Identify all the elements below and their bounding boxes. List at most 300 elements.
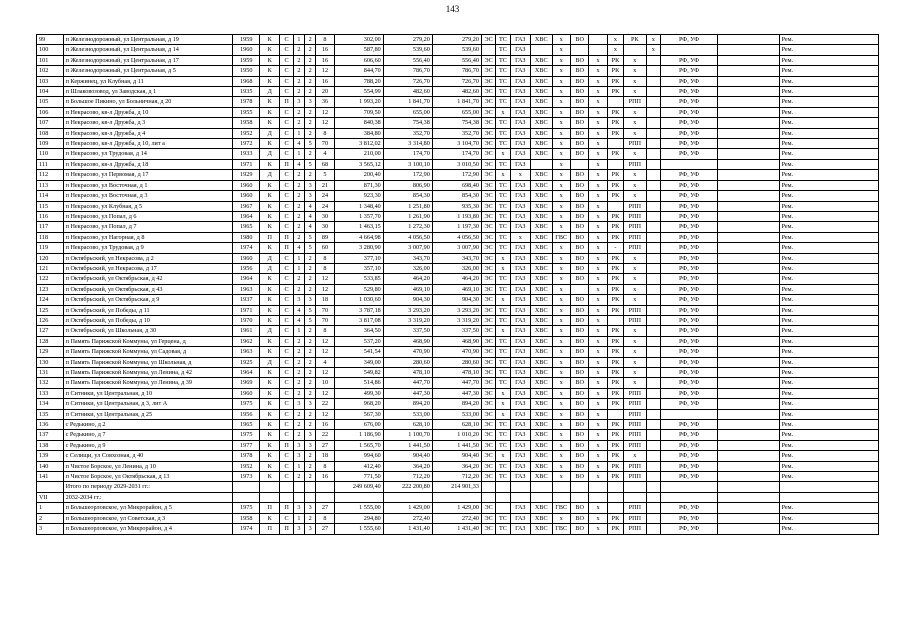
cell-living-area: 1 429,00 [383,503,432,513]
cell-gas: ГАЗ [510,211,530,221]
cell-year-built: 1970 [233,315,260,325]
cell-c20: х [646,45,660,55]
cell-row-number: 2 [37,513,64,523]
cell-floors-max: 2 [305,128,316,138]
cell-gas: ГАЗ [510,399,530,409]
cell-row-number: 132 [37,378,64,388]
cell-floors-max: 2 [305,263,316,273]
cell-c17: х [589,305,607,315]
cell-wall: С [280,326,293,336]
cell-address: п Большеорловское, ул Микрорайон, д 4 [63,524,233,534]
cell-cold-water: ХВС [531,284,552,294]
cell-floors-max: 2 [305,35,316,45]
cell-floors-min: 4 [293,305,304,315]
cell-c21: РФ, УФ [660,420,717,430]
cell-address: п Октябрьский, ул Октябрьская, д 9 [63,295,233,305]
cell-floors-min: 2 [293,87,304,97]
cell-wall: С [280,139,293,149]
cell-c17: х [589,388,607,398]
cell-address: п Некрасово, кв-л Дружба, д 10, лит а [63,139,233,149]
cell-c22 [718,430,779,440]
cell-sewer: ВО [570,295,588,305]
table-row [37,118,879,128]
cell-living-area: 447,70 [383,378,432,388]
cell-power: ЭС [481,201,495,211]
cell-address: п Большеорловское, ул Микрорайон, д 5 [63,503,233,513]
cell-total-area: 788,20 [334,76,383,86]
cell-address: п Память Парижской Коммуны, ул Ленина, д 42 [63,368,233,378]
cell-power: ЭС [481,66,495,76]
cell-residential-area: 556,40 [432,55,481,65]
cell-address: п Железнодорожный, ул Центральная, д 14 [63,45,233,55]
cell-apartments: 70 [316,139,334,149]
cell-apartments: 12 [316,274,334,284]
cell-apartments: 12 [316,66,334,76]
cell-c19: х [624,170,647,180]
cell-floors-min: 2 [293,284,304,294]
cell-floors-max: 2 [305,170,316,180]
cell-c19: РПП [624,399,647,409]
cell-floors-max: 2 [305,461,316,471]
cell-wall: С [280,253,293,263]
cell-power: ЭС [481,222,495,232]
cell-total-area: 1 555,00 [334,503,383,513]
cell-apartments: 27 [316,440,334,450]
table-row [37,305,879,315]
table-row [37,492,879,502]
cell-material: К [260,159,280,169]
cell-c21: РФ, УФ [660,524,717,534]
cell-sewer: ВО [570,76,588,86]
cell-hot-water: х [552,253,570,263]
cell-floors-min: 2 [293,180,304,190]
cell-material: К [260,45,280,55]
cell-work-type: Рем. [779,284,878,294]
cell-c22 [718,461,779,471]
cell-floors-min: 1 [293,326,304,336]
cell-total-area: 3 565,12 [334,159,383,169]
cell-floors-max: 2 [305,420,316,430]
cell-c20 [646,336,660,346]
table-row [37,191,879,201]
cell-c19: х [624,368,647,378]
cell-address: п Октябрьский, ул Некрасова, д 17 [63,263,233,273]
cell-hot-water: х [552,159,570,169]
cell-address: п Некрасово, ул Трудовая, д 14 [63,149,233,159]
cell-c17: х [589,284,607,294]
cell-living-area: 854,30 [383,191,432,201]
cell-work-type: Рем. [779,399,878,409]
cell-cold-water: ХВС [531,55,552,65]
cell-total-area: 537,20 [334,336,383,346]
cell-floors-max: 2 [305,326,316,336]
cell-apartments: 16 [316,472,334,482]
cell-c17: х [589,253,607,263]
cell-wall: С [280,430,293,440]
cell-power: ЭС [481,388,495,398]
cell-apartments: 8 [316,461,334,471]
cell-address: п Большеорловское, ул Советская, д 3 [63,513,233,523]
cell-gas: ГАЗ [510,66,530,76]
cell-row-number: 99 [37,35,64,45]
cell-address: п Некрасово, кв-л Дружба, д 4 [63,128,233,138]
cell-hot-water: х [552,128,570,138]
cell-address: п Ситники, ул Центральная, д 3, лит А [63,399,233,409]
cell-cold-water: ХВС [531,149,552,159]
cell-row-number: 100 [37,45,64,55]
cell-floors-min: 1 [293,461,304,471]
cell-floors-min: 2 [293,368,304,378]
cell-c17: х [589,409,607,419]
cell-total-area: 840,38 [334,118,383,128]
cell-total-area: 567,30 [334,409,383,419]
cell-row-number: 112 [37,170,64,180]
cell-year-built: 1959 [233,35,260,45]
cell-row-number: 108 [37,128,64,138]
cell-living-area: 904,30 [383,295,432,305]
cell-sewer: ВО [570,305,588,315]
cell-c22 [718,180,779,190]
cell-c18: РК [607,451,623,461]
table-row [37,263,879,273]
cell-wall: С [280,45,293,55]
cell-gas: ГАЗ [510,430,530,440]
cell-total-area: 1 357,70 [334,211,383,221]
cell-c19: РПП [624,513,647,523]
cell-c19: х [624,378,647,388]
cell-c18: РК [607,222,623,232]
cell-work-type: Рем. [779,211,878,221]
cell-gas: ГАЗ [510,440,530,450]
cell-floors-min: 2 [293,420,304,430]
cell-floors-max: 5 [305,315,316,325]
cell-heating: ТС [496,66,510,76]
cell-cold-water: ХВС [531,451,552,461]
cell-living-area: 3 319,20 [383,315,432,325]
cell-c17 [589,45,607,55]
cell-sewer: ВО [570,201,588,211]
cell-material: П [260,524,280,534]
cell-residential-area: 447,30 [432,388,481,398]
cell-total-area: 357,10 [334,263,383,273]
cell-year-built: 1971 [233,159,260,169]
cell-hot-water: х [552,97,570,107]
cell-total-area: 533,85 [334,274,383,284]
cell-wall: С [280,201,293,211]
cell-cold-water [531,492,552,502]
cell-row-number: 131 [37,368,64,378]
cell-power: ЭС [481,451,495,461]
cell-sewer: ВО [570,461,588,471]
cell-c19: х [624,274,647,284]
cell-apartments: 22 [316,430,334,440]
cell-floors-max: 5 [305,305,316,315]
cell-wall: С [280,107,293,117]
cell-work-type: Рем. [779,191,878,201]
cell-floors-max: 4 [305,201,316,211]
cell-c18: РК [607,55,623,65]
cell-floors-max: 2 [305,87,316,97]
cell-c19: х [624,191,647,201]
cell-hot-water: х [552,378,570,388]
cell-material: К [260,55,280,65]
cell-residential-area: 786,70 [432,66,481,76]
cell-address: п Большое Пикино, ул Больничная, д 20 [63,97,233,107]
table-row [37,66,879,76]
cell-residential-area: 468,90 [432,336,481,346]
cell-c19: РПП [624,409,647,419]
cell-work-type: Рем. [779,274,878,284]
cell-sewer: ВО [570,336,588,346]
cell-work-type: Рем. [779,368,878,378]
cell-hot-water: х [552,440,570,450]
cell-address: п Октябрьский, ул Победы, д 11 [63,305,233,315]
cell-c17: х [589,232,607,242]
cell-wall: П [280,159,293,169]
cell-row-number: 136 [37,420,64,430]
cell-heating: ТС [496,315,510,325]
cell-c18: РК [607,170,623,180]
cell-total-area: 249 609,40 [334,482,383,492]
cell-material: К [260,409,280,419]
cell-c18 [607,409,623,419]
cell-cold-water: ХВС [531,472,552,482]
cell-c22 [718,378,779,388]
cell-c19: РПП [624,388,647,398]
cell-heating: ТС [496,524,510,534]
cell-address: п Некрасово, кв-л Дружба, д 10 [63,107,233,117]
cell-work-type: Рем. [779,451,878,461]
cell-floors-min: 2 [293,201,304,211]
cell-c21: РФ, УФ [660,451,717,461]
cell-hot-water: х [552,295,570,305]
cell-work-type: Рем. [779,139,878,149]
cell-living-area: 470,90 [383,347,432,357]
cell-gas: ГАЗ [510,368,530,378]
cell-wall: П [280,503,293,513]
cell-wall: С [280,263,293,273]
cell-total-area: 412,40 [334,461,383,471]
cell-apartments: 36 [316,97,334,107]
cell-row-number: 139 [37,451,64,461]
cell-work-type: Рем. [779,263,878,273]
table-row [37,76,879,86]
cell-c18: РК [607,399,623,409]
cell-wall: С [280,347,293,357]
cell-c22 [718,118,779,128]
cell-c19: х [624,347,647,357]
cell-c21: РФ, УФ [660,180,717,190]
cell-c19: РПП [624,243,647,253]
table-row [37,440,879,450]
cell-living-area: 279,20 [383,35,432,45]
cell-wall: С [280,284,293,294]
cell-c21: РФ, УФ [660,347,717,357]
cell-c20 [646,128,660,138]
cell-c21: РФ, УФ [660,503,717,513]
cell-material: Д [260,326,280,336]
cell-wall: С [280,388,293,398]
cell-row-number: 135 [37,409,64,419]
cell-c21: РФ, УФ [660,388,717,398]
cell-c18: РК [607,357,623,367]
cell-apartments: 18 [316,295,334,305]
cell-sewer: ВО [570,149,588,159]
cell-c21: РФ, УФ [660,55,717,65]
cell-c20 [646,87,660,97]
cell-residential-area: 3 293,20 [432,305,481,315]
cell-c17: х [589,524,607,534]
cell-wall: С [280,368,293,378]
cell-row-number: 101 [37,55,64,65]
cell-wall: С [280,222,293,232]
cell-sewer: ВО [570,107,588,117]
cell-c22 [718,128,779,138]
cell-material: К [260,295,280,305]
cell-apartments: 22 [316,399,334,409]
cell-living-area: 726,70 [383,76,432,86]
cell-sewer: ВО [570,326,588,336]
cell-year-built: 1929 [233,170,260,180]
cell-c20 [646,180,660,190]
cell-c17: х [589,128,607,138]
cell-apartments: 24 [316,201,334,211]
cell-c17: х [589,170,607,180]
cell-cold-water: ХВС [531,211,552,221]
cell-row-number: 104 [37,87,64,97]
cell-apartments: 4 [316,149,334,159]
cell-apartments: 30 [316,222,334,232]
cell-hot-water: х [552,430,570,440]
cell-hot-water: х [552,336,570,346]
table-row [37,315,879,325]
cell-hot-water: х [552,305,570,315]
cell-floors-min: 1 [293,263,304,273]
cell-c22 [718,409,779,419]
cell-power: ЭС [481,420,495,430]
cell-cold-water: ХВС [531,263,552,273]
cell-floors-min: 3 [293,440,304,450]
cell-apartments: 12 [316,368,334,378]
cell-residential-area: 935,30 [432,201,481,211]
table-row [37,357,879,367]
cell-cold-water: ХВС [531,399,552,409]
cell-heating: ТС [496,243,510,253]
cell-apartments: 8 [316,263,334,273]
cell-c18 [607,503,623,513]
cell-total-area: 529,80 [334,284,383,294]
cell-row-number: 118 [37,232,64,242]
cell-hot-water: х [552,118,570,128]
cell-year-built: 1960 [233,45,260,55]
cell-c18: РК [607,326,623,336]
cell-material: К [260,76,280,86]
cell-floors-min: 4 [293,159,304,169]
cell-heating [496,492,510,502]
cell-work-type: Рем. [779,378,878,388]
cell-living-area: 482,60 [383,87,432,97]
cell-floors-min: 2 [293,222,304,232]
cell-apartments: 68 [316,159,334,169]
cell-work-type: Рем. [779,388,878,398]
cell-c17 [589,482,607,492]
cell-residential-area: 1 431,40 [432,524,481,534]
cell-c21: РФ, УФ [660,513,717,523]
cell-address: Итого по периоду 2029-2031 гг.: [63,482,233,492]
cell-hot-water: х [552,45,570,55]
cell-c19: РПП [624,461,647,471]
cell-floors-max: 2 [305,107,316,117]
cell-c17: х [589,149,607,159]
cell-floors-min: 3 [293,97,304,107]
cell-c21: РФ, УФ [660,274,717,284]
cell-floors-min: 1 [293,253,304,263]
cell-c18: РК [607,66,623,76]
cell-apartments: 89 [316,232,334,242]
cell-c21 [660,45,717,55]
cell-c22 [718,524,779,534]
cell-living-area [383,492,432,502]
cell-residential-area: 174,70 [432,149,481,159]
cell-c18: РК [607,461,623,471]
cell-residential-area: 1 429,00 [432,503,481,513]
cell-year-built: 1958 [233,513,260,523]
cell-residential-area: 279,20 [432,35,481,45]
cell-total-area: 200,40 [334,170,383,180]
table-row [37,232,879,242]
cell-work-type: Рем. [779,97,878,107]
cell-c18 [607,159,623,169]
cell-work-type: Рем. [779,87,878,97]
cell-c20 [646,139,660,149]
cell-gas: ГАЗ [510,243,530,253]
cell-total-area: 1 555,60 [334,524,383,534]
cell-year-built: 1937 [233,295,260,305]
cell-c22 [718,472,779,482]
table-row [37,170,879,180]
cell-floors-max: 2 [305,253,316,263]
cell-address: п Некрасово, ул Клубная, д 5 [63,201,233,211]
cell-c17: х [589,243,607,253]
cell-c22 [718,97,779,107]
cell-c17: х [589,368,607,378]
cell-living-area: 1 100,70 [383,430,432,440]
cell-power: ЭС [481,524,495,534]
cell-c19: х [624,451,647,461]
cell-apartments: 16 [316,55,334,65]
cell-residential-area: 3 007,90 [432,243,481,253]
cell-heating: ТС [496,472,510,482]
cell-total-area: 1 030,60 [334,295,383,305]
cell-c17: х [589,347,607,357]
cell-apartments: 8 [316,253,334,263]
cell-residential-area: 539,60 [432,45,481,55]
cell-floors-max: 2 [305,388,316,398]
cell-c20 [646,66,660,76]
cell-cold-water: ХВС [531,524,552,534]
cell-year-built: 1971 [233,305,260,315]
cell-c20 [646,284,660,294]
cell-residential-area: 628,10 [432,420,481,430]
cell-c17: х [589,139,607,149]
cell-sewer: ВО [570,180,588,190]
cell-living-area: 478,10 [383,368,432,378]
cell-year-built: 1959 [233,55,260,65]
cell-work-type: Рем. [779,315,878,325]
cell-address: п Железнодорожный, ул Центральная, д 5 [63,66,233,76]
page-number: 143 [445,4,460,14]
cell-row-number: 111 [37,159,64,169]
